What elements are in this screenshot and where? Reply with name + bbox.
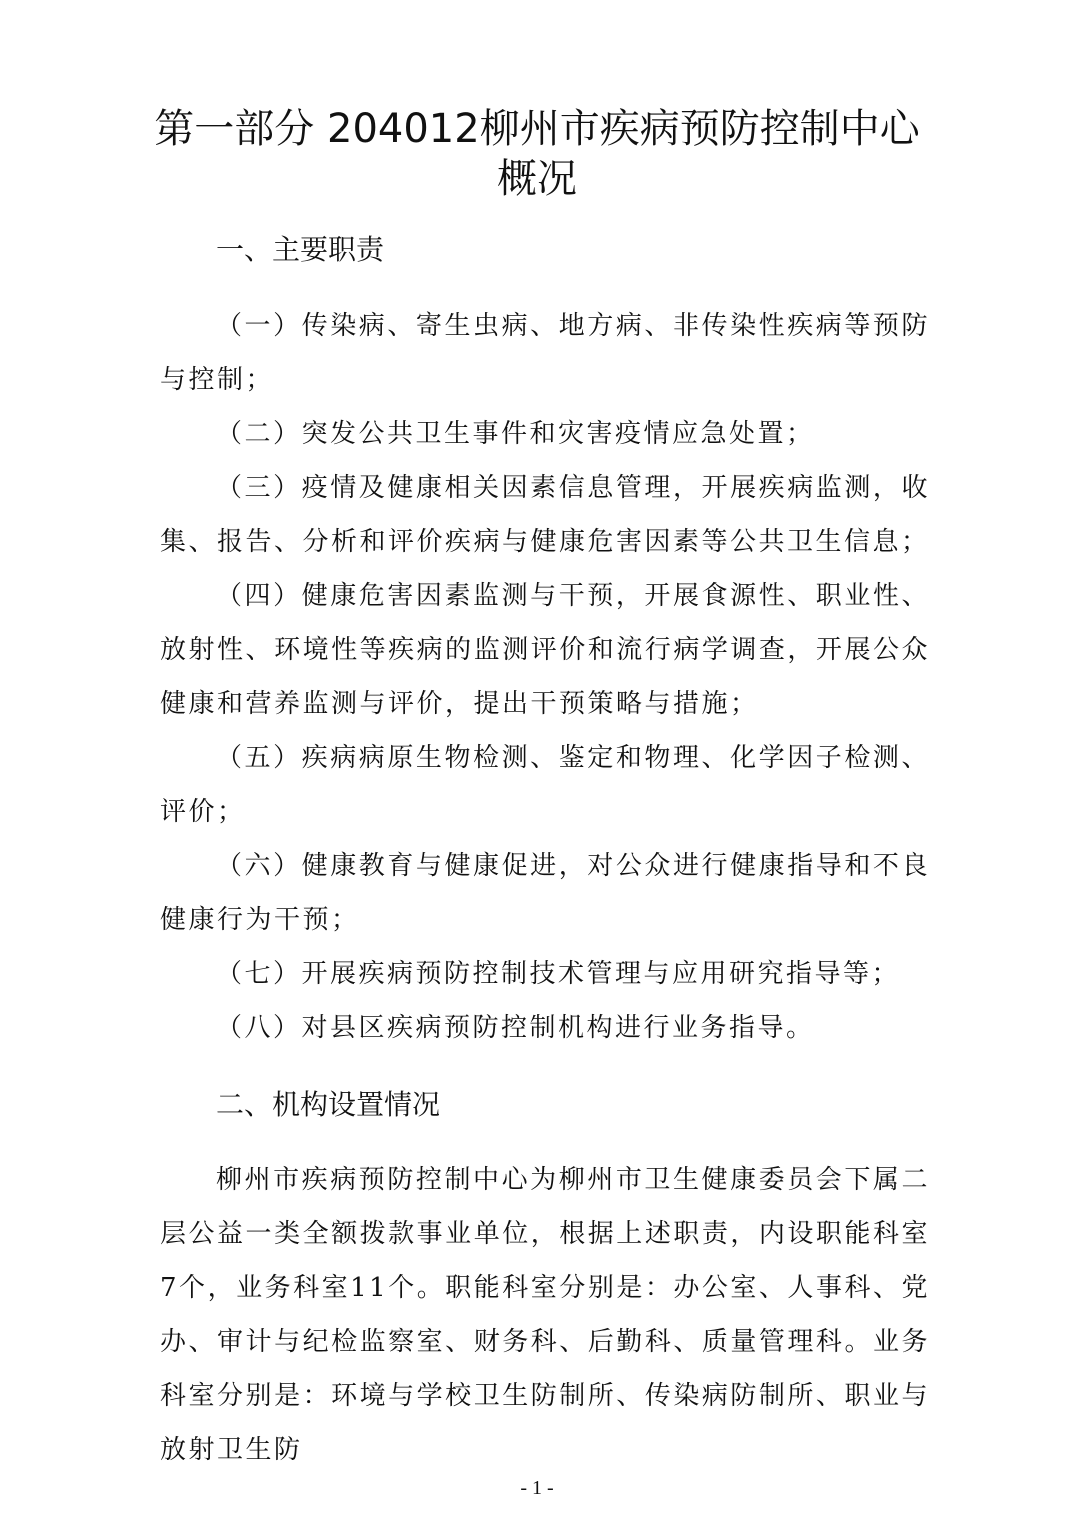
document-title-line1: 第一部分 204012柳州市疾病预防控制中心 [154, 106, 920, 152]
duty-item-3: （三）疫情及健康相关因素信息管理，开展疾病监测，收集、报告、分析和评价疾病与健康危害因素等公共卫生信息； [160, 473, 930, 557]
document-title-line2: 概况 [497, 156, 577, 202]
document-title [60, 104, 1014, 204]
section-heading-organization: 二、机构设置情况 [216, 1088, 441, 1121]
duty-item-6: （六）健康教育与健康促进，对公众进行健康指导和不良健康行为干预； [160, 851, 930, 935]
duty-item-4: （四）健康危害因素监测与干预，开展食源性、职业性、放射性、环境性等疾病的监测评价和流行病学调查，开展公众健康和营养监测与评价，提出干预策略与措施； [160, 581, 930, 719]
duty-item-5: （五）疾病病原生物检测、鉴定和物理、化学因子检测、评价； [160, 743, 930, 827]
organization-paragraph: 柳州市疾病预防控制中心为柳州市卫生健康委员会下属二层公益一类全额拨款事业单位，根据上述职责，内设职能科室7个，业务科室11个。职能科室分别是：办公室、人事科、党办、审计与纪检监察室、财务科、后勤科、质量管理科。业务科室分别是：环境与学校卫生防制所、传染病防制所、职业与放射卫生防 [160, 1165, 930, 1465]
duty-item-1: （一）传染病、寄生虫病、地方病、非传染性疾病等预防与控制； [160, 311, 930, 395]
duty-item-2: （二）突发公共卫生事件和灾害疫情应急处置； [216, 419, 815, 449]
duty-item-7: （七）开展疾病预防控制技术管理与应用研究指导等； [216, 959, 901, 989]
page-number: - 1 - [520, 1477, 554, 1499]
duty-item-8: （八）对县区疾病预防控制机构进行业务指导。 [216, 1013, 815, 1043]
section-heading-duties: 一、主要职责 [216, 233, 385, 266]
